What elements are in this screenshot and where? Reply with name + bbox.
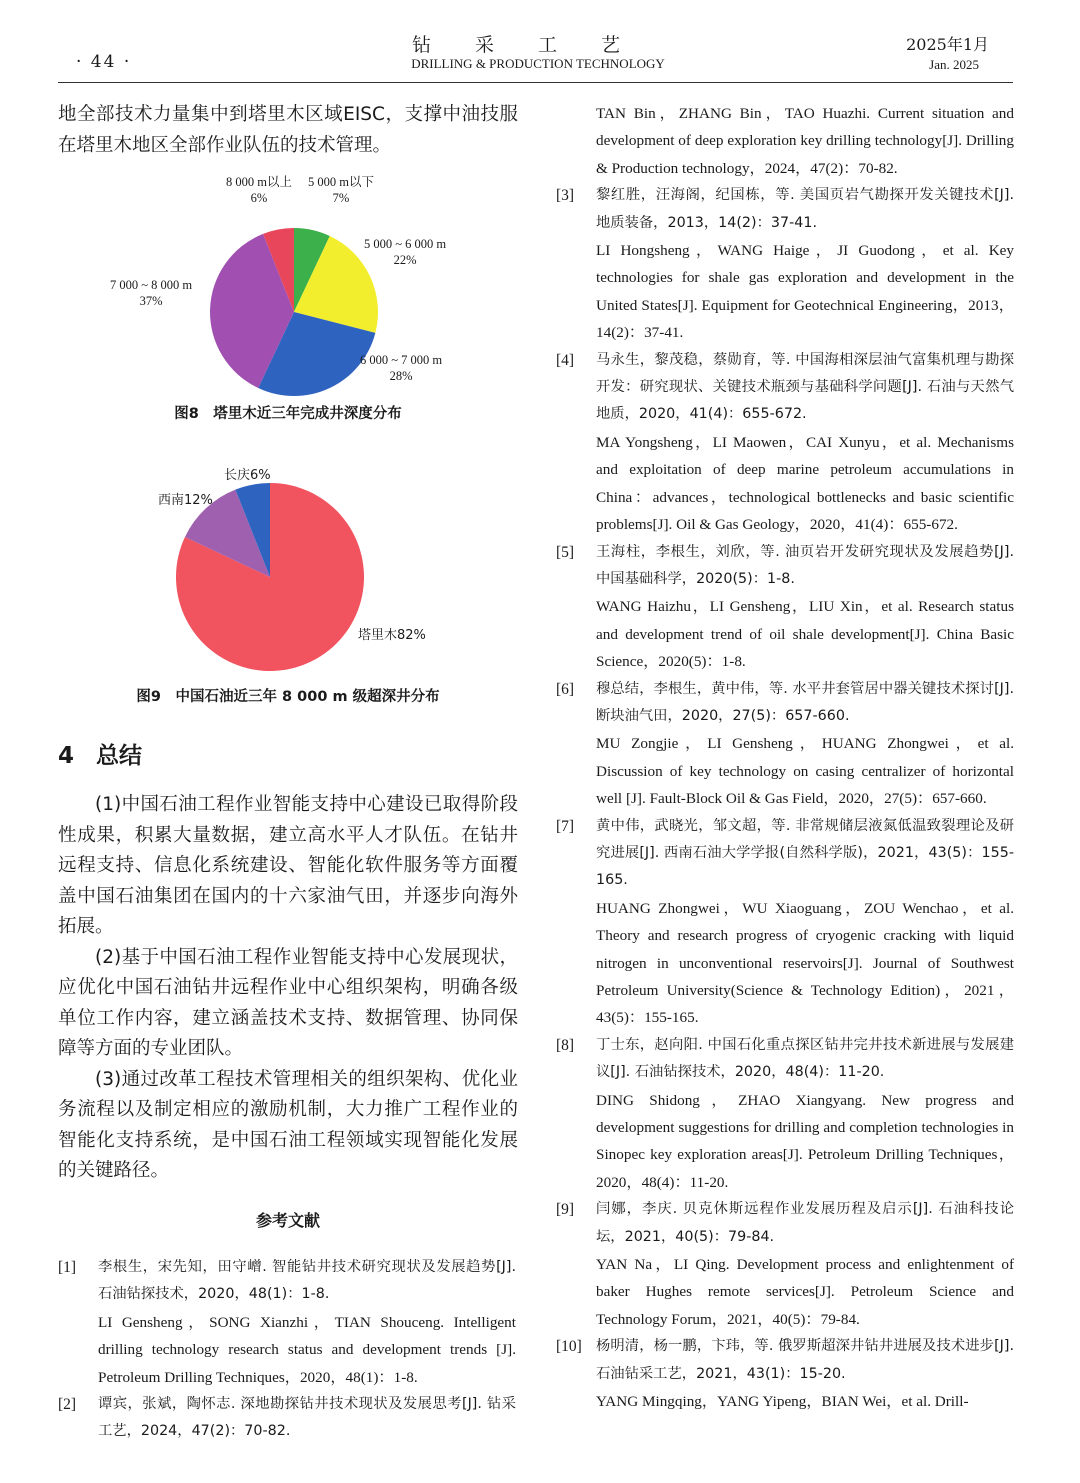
reference-zh: 杨明清，杨一鹏，卞玮，等. 俄罗斯超深井钻井进展及技术进步[J]. 石油钻采工艺，2021，43(1)：15-20. (596, 1338, 1014, 1382)
reference-3 (556, 182, 1014, 346)
reference-zh: 丁士东，赵向阳. 中国石化重点探区钻井完井技术新进展与发展建议[J]. 石油钻探技术，2020，48(4)：11-20. (596, 1036, 1014, 1081)
reference-2-continued (596, 100, 1014, 182)
reference-zh: 黄中伟，武晓光，邹文超，等. 非常规储层液氮低温致裂理论及研究进展[J]. 西南石油大学学报(自然科学版)，2021，43(5)：155-165. (596, 817, 1014, 889)
references-left (58, 1254, 516, 1446)
section-heading (58, 737, 142, 770)
page-header (58, 26, 1013, 83)
reference-en: YANG Mingqing，YANG Yipeng，BIAN Wei，et al. Drill- (596, 1393, 969, 1411)
reference-en: LI Hongsheng，WANG Haige，JI Guodong，et al. Key technologies for shale gas exploration and development in the United States[J]. Equipment for Geotechnical Engineering，2013，14(2)：37-41. (596, 242, 1014, 342)
reference-9 (556, 1196, 1014, 1333)
pie-label-5000-6000: 5 000 ~ 6 000 m 22% (364, 237, 447, 267)
pie-label-7000-8000: 7 000 ~ 8 000 m 37% (110, 278, 193, 308)
reference-1 (58, 1254, 516, 1391)
section-body (58, 790, 518, 1187)
pie-label-6000-7000: 6 000 ~ 7 000 m 28% (360, 353, 443, 383)
reference-5 (556, 539, 1014, 676)
reference-number: [6] (556, 680, 575, 698)
reference-8 (556, 1032, 1014, 1196)
issue-date-cn: 2025年1月 (906, 35, 989, 54)
section-title: 总结 (96, 743, 143, 769)
figure-9 (58, 460, 518, 675)
reference-7 (556, 813, 1014, 1032)
summary-paragraph-2: (2)基于中国石油工程作业智能支持中心发展现状，应优化中国石油钻井远程作业中心组织架构，明确各级单位工作内容，建立涵盖技术支持、数据管理、协同保障等方面的专业团队。 (58, 946, 518, 1059)
pie-label-over8000: 8 000 m以上 6% (226, 175, 292, 205)
figure-9-caption: 图9 中国石油近三年 8 000 m 级超深井分布 (136, 689, 440, 705)
references-heading: 参考文献 (255, 1211, 320, 1230)
left-column (58, 100, 518, 1440)
reference-zh: 李根生，宋先知，田守嶒. 智能钻井技术研究现状及发展趋势[J]. 石油钻探技术，2020，48(1)：1-8. (98, 1259, 516, 1303)
figure-8 (58, 172, 518, 432)
journal-title-en: DRILLING & PRODUCTION TECHNOLOGY (411, 56, 665, 71)
reference-number: [2] (58, 1396, 77, 1414)
journal-title: 钻采工艺 (411, 34, 664, 56)
reference-2 (58, 1391, 516, 1446)
reference-number: [4] (556, 351, 575, 369)
reference-en: YAN Na，LI Qing. Development process and enlightenment of baker Hughes remote services[J]. Petroleum Science and Technology Forum，2021，40(5)：79-84. (596, 1256, 1014, 1328)
reference-zh: 穆总结，李根生，黄中伟，等. 水平井套管居中器关键技术探讨[J]. 断块油气田，2020，27(5)：657-660. (596, 680, 1014, 724)
reference-zh: 马永生，黎茂稳，蔡勋育，等. 中国海相深层油气富集机理与勘探开发：研究现状、关键技术瓶颈与基础科学问题[J]. 石油与天然气地质，2020，41(4)：655-672. (596, 351, 1014, 423)
reference-number: [10] (556, 1338, 582, 1356)
reference-4 (556, 347, 1014, 539)
reference-zh: 闫娜，李庆. 贝克休斯远程作业发展历程及启示[J]. 石油科技论坛，2021，40(5)：79-84. (596, 1201, 1014, 1245)
summary-paragraph-1: (1)中国石油工程作业智能支持中心建设已取得阶段性成果，积累大量数据，建立高水平人才队伍。在钻井远程支持、信息化系统建设、智能化软件服务等方面覆盖中国石油集团在国内的十六家油气田，并逐步向海外拓展。 (58, 794, 518, 937)
reference-en: TAN Bin，ZHANG Bin，TAO Huazhi. Current situation and development of deep exploration key drilling technology[J]. Drilling & Production technology，2024，47(2)：70-82. (596, 105, 1014, 177)
section-number: 4 (58, 743, 75, 769)
page-number: · 44 · (76, 52, 132, 72)
reference-en: MA Yongsheng，LI Maowen，CAI Xunyu，et al. Mechanisms and exploitation of deep marine petroleum accumulations in China：advances，technological bottlenecks and basic scientific problems[J]. Oil & Gas Geology，2020，41(4)：655-672. (596, 433, 1014, 534)
figure-8-caption: 图8 塔里木近三年完成井深度分布 (174, 406, 402, 422)
pie-label-under5000: 5 000 m以下 7% (308, 175, 374, 205)
reference-10 (556, 1333, 1014, 1415)
summary-paragraph-3: (3)通过改革工程技术管理相关的组织架构、优化业务流程以及制定相应的激励机制，大力推广工程作业的智能化支持系统，是中国石油工程领域实现智能化发展的关键路径。 (58, 1068, 518, 1181)
pie-chart-ultradeep (58, 460, 518, 675)
reference-6 (556, 676, 1014, 813)
reference-zh: 王海柱，李根生，刘欣，等. 油页岩开发研究现状及发展趋势[J]. 中国基础科学，2020(5)：1-8. (596, 543, 1014, 587)
reference-zh: 谭宾，张斌，陶怀志. 深地勘探钻井技术现状及发展思考[J]. 钻采工艺，2024，47(2)：70-82. (98, 1396, 516, 1440)
pie-label-changqing: 长庆6% (224, 468, 271, 483)
reference-number: [8] (556, 1036, 575, 1054)
reference-number: [5] (556, 543, 575, 561)
issue-date-en: Jan. 2025 (929, 57, 979, 72)
reference-number: [7] (556, 817, 575, 835)
reference-number: [9] (556, 1201, 575, 1219)
reference-en: WANG Haizhu，LI Gensheng，LIU Xin，et al. Research status and development trend of oil shale development[J]. China Basic Science，2020(5)：1-8. (596, 598, 1014, 671)
pie-label-xinan: 西南12% (158, 493, 213, 508)
reference-zh: 黎红胜，汪海阁，纪国栋，等. 美国页岩气勘探开发关键技术[J]. 地质装备，2013，14(2)：37-41. (596, 187, 1014, 231)
reference-number: [3] (556, 187, 575, 205)
reference-en: DING Shidong，ZHAO Xiangyang. New progress and development suggestions for drilling and completion technologies in Sinopec key exploration areas[J]. Petroleum Drilling Techniques，2020，48(4)：11-20. (596, 1091, 1014, 1191)
reference-number: [1] (58, 1259, 77, 1276)
references-right (556, 100, 1014, 1416)
pie-label-tarim: 塔里木82% (358, 628, 426, 643)
reference-en: LI Gensheng，SONG Xianzhi，TIAN Shouceng. Intelligent drilling technology research status and development trends [J]. Petroleum Drilling Techniques，2020，48(1)：1-8. (98, 1313, 516, 1386)
reference-en: HUANG Zhongwei，WU Xiaoguang，ZOU Wenchao，et al. Theory and research progress of cryogenic cracking with liquid nitrogen in unconventional reservoirs[J]. Journal of Southwest Petroleum University(Science & Technology Edition)，2021，43(5)：155-165. (596, 899, 1014, 1027)
reference-en: MU Zongjie，LI Gensheng，HUANG Zhongwei，et al. Discussion of key technology on casing centralizer of horizontal well [J]. Fault-Block Oil & Gas Field，2020，27(5)：657-660. (596, 735, 1014, 808)
intro-paragraph: 地全部技术力量集中到塔里木区域EISC，支撑中油技服在塔里木地区全部作业队伍的技术管理。 (58, 104, 518, 156)
